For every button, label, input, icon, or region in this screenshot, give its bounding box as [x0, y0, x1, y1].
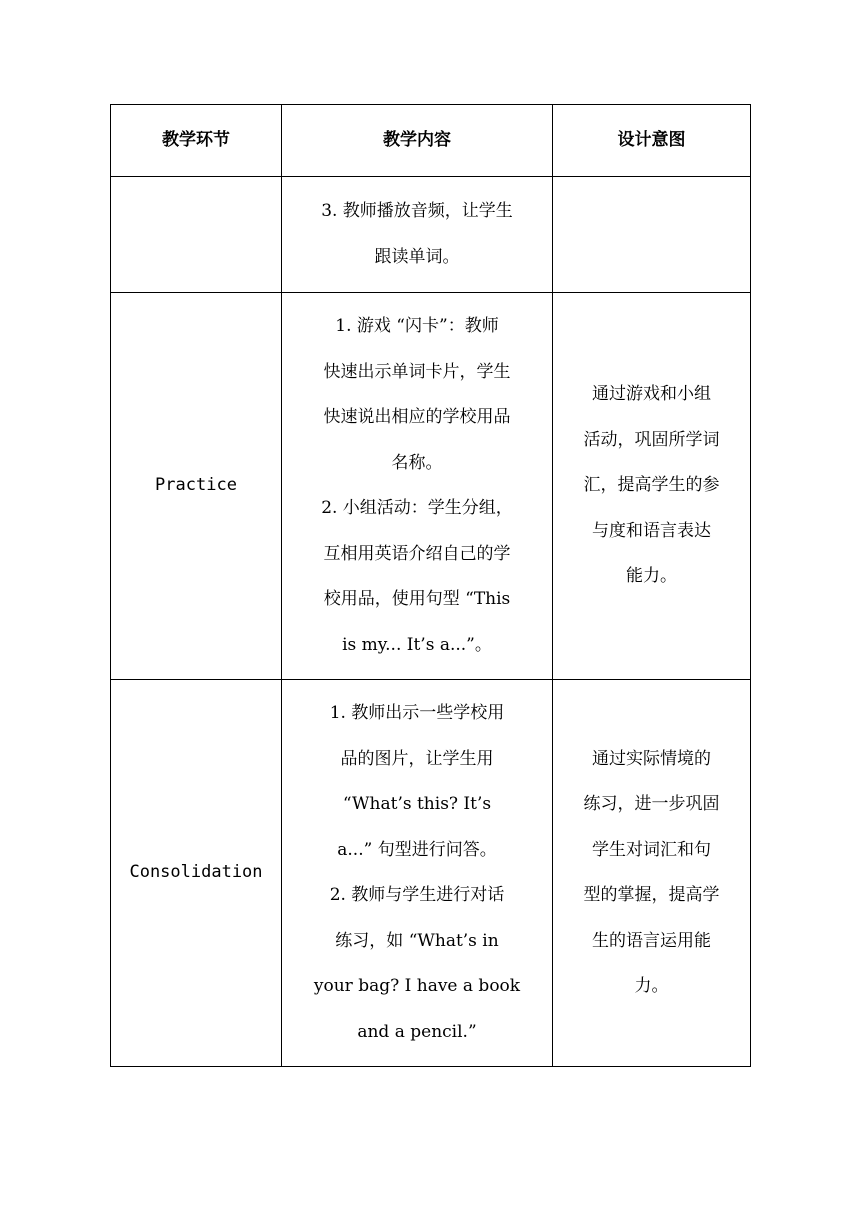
table-row — [111, 177, 751, 293]
content-line: 名称。 — [391, 452, 443, 473]
intent-line: 力。 — [634, 976, 669, 996]
stage-cell — [111, 177, 282, 293]
content-line: 品的图片，让学生用 — [340, 748, 494, 769]
content-line: 互相用英语介绍自己的学 — [323, 543, 511, 564]
content-line: “What’s this? It’s — [342, 794, 492, 814]
header-stage: 教学环节 — [111, 105, 282, 177]
intent-line: 练习，进一步巩固 — [583, 794, 720, 814]
header-intent: 设计意图 — [553, 105, 751, 177]
content-line: 3. 教师播放音频，让学生 — [321, 201, 513, 221]
content-cell — [282, 680, 553, 1067]
content-line: a...” 句型进行问答。 — [337, 839, 497, 860]
content-line: is my... It’s a...”。 — [342, 634, 492, 655]
intent-line: 汇，提高学生的参 — [583, 475, 720, 496]
intent-line: 通过实际情境的 — [592, 748, 711, 769]
intent-line: 能力。 — [626, 566, 677, 587]
lesson-plan-table — [110, 104, 751, 1067]
content-line: 1. 游戏 “闪卡”：教师 — [335, 316, 499, 336]
header-content: 教学内容 — [282, 105, 553, 177]
content-line: 快速出示单词卡片，学生 — [323, 361, 511, 382]
table-row — [111, 680, 751, 1067]
stage-cell: Practice — [111, 293, 282, 680]
intent-line: 生的语言运用能 — [592, 930, 711, 951]
intent-cell — [553, 293, 751, 680]
content-line: 练习，如 “What’s in — [335, 930, 499, 951]
content-line: 跟读单词。 — [374, 246, 460, 267]
content-cell — [282, 293, 553, 680]
intent-line: 活动，巩固所学词 — [583, 429, 720, 450]
content-line: 2. 小组活动：学生分组， — [321, 498, 513, 518]
content-line: 快速说出相应的学校用品 — [323, 407, 511, 427]
intent-line: 学生对词汇和句 — [592, 839, 711, 860]
content-cell — [282, 177, 553, 293]
table-row — [111, 293, 751, 680]
content-line: your bag? I have a book — [313, 976, 521, 996]
content-line: 2. 教师与学生进行对话 — [329, 885, 505, 905]
intent-line: 型的掌握，提高学 — [583, 885, 720, 905]
intent-line: 通过游戏和小组 — [592, 384, 711, 405]
stage-cell: Consolidation — [111, 680, 282, 1067]
header-row — [111, 105, 751, 177]
content-line: 校用品，使用句型 “This — [323, 589, 511, 609]
content-line: and a pencil.” — [357, 1021, 477, 1042]
intent-cell — [553, 680, 751, 1067]
intent-cell — [553, 177, 751, 293]
intent-line: 与度和语言表达 — [592, 520, 711, 541]
content-line: 1. 教师出示一些学校用 — [329, 703, 505, 723]
